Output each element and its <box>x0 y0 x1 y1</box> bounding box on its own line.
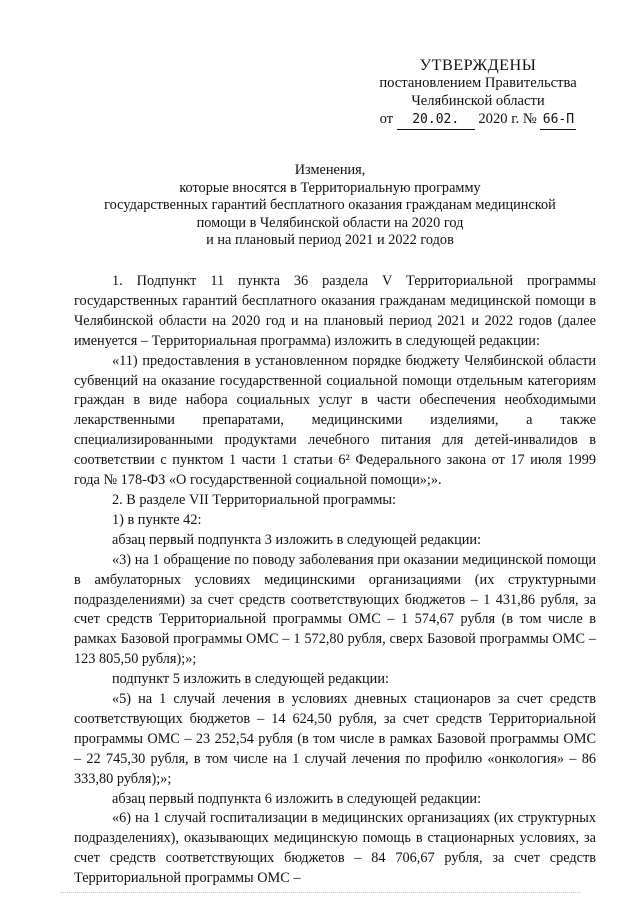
paragraph-5: абзац первый подпункта 3 изложить в следующей редакции: <box>112 531 482 548</box>
paragraph-3: 2. В разделе VII Территориальной программы: <box>112 491 397 508</box>
title-line-5: и на плановый период 2021 и 2022 годов <box>206 232 454 248</box>
title-line-2: которые вносятся в Территориальную программу <box>179 179 481 196</box>
page-footer-rule <box>60 892 580 899</box>
document-body <box>74 272 596 889</box>
title-line-3: государственных гарантий бесплатного оказания гражданам медицинской <box>104 197 556 213</box>
approval-year-label: 2020 г. № <box>478 111 537 127</box>
paragraph-7: подпункт 5 изложить в следующей редакции: <box>112 671 389 688</box>
title-line-1: Изменения, <box>294 162 366 178</box>
paragraph-1: 1. Подпункт 11 пункта 36 раздела V Территориальной программы государственных гарантий бесплатного оказания гражданам медицинской помощи в Челябинской области на 2020 год и на плановый период 2021 и 2022 годов (далее именуется – Территориальная программа) изложить в следующей редакции: <box>74 273 596 349</box>
paragraph-2: «11) предоставления в установленном порядке бюджету Челябинской области субвенций на оказание государственной социальной помощи отдельным категориям граждан в виде набора социальных услуг в части обеспечения необходимыми лекарственными препаратами, медицинскими изделиями, а также специализированными продуктами лечебного питания для детей-инвалидов в соответствии с пунктом 1 части 1 статьи 6² Федерального закона от 17 июля 1999 года № 178-ФЗ «О государственной социальной помощи»;». <box>74 352 596 489</box>
title-line-4: помощи в Челябинской области на 2020 год <box>196 214 464 231</box>
approval-from-label: от <box>379 111 394 127</box>
paragraph-6: «3) на 1 обращение по поводу заболевания при оказании медицинской помощи в амбулаторных условиях медицинскими организациями (их структурными подразделениями) за счет средств соответствующих бюджетов – 1 431,86 рубля, за счет средств Территориальной программы ОМС – 1 574,67 рубля (в том числе в рамках Базовой программы ОМС – 1 572,80 рубля, сверх Базовой программы ОМС – 123 805,50 рубля);»; <box>74 551 596 668</box>
approval-block <box>378 56 578 130</box>
document-title <box>70 162 590 250</box>
approval-number: 66-П <box>540 111 576 130</box>
approval-line-resolution: постановлением Правительства <box>379 75 577 91</box>
paragraph-8: «5) на 1 случай лечения в условиях дневных стационаров за счет средств соответствующих бюджетов – 14 624,50 рубля, за счет средств Территориальной программы ОМС – 23 252,54 рубля (в том числе в рамках Базовой программы ОМС – 22 745,30 рубля, в том числе на 1 случай лечения по профилю «онкология» – 86 333,80 рубля);»; <box>74 691 596 787</box>
paragraph-10: «6) на 1 случай госпитализации в медицинских организациях (их структурных подразделениях), оказывающих медицинскую помощь в стационарных условиях, за счет средств соответствующих бюджетов – 84 706,67 рубля, за счет средств Территориальной программы ОМС – <box>74 810 596 887</box>
approval-heading: УТВЕРЖДЕНЫ <box>419 56 537 74</box>
paragraph-9: абзац первый подпункта 6 изложить в следующей редакции: <box>112 790 482 807</box>
paragraph-4: 1) в пункте 42: <box>112 511 202 528</box>
approval-date: 20.02. <box>397 111 475 130</box>
approval-date-line <box>378 110 578 130</box>
approval-line-region: Челябинской области <box>411 93 545 109</box>
